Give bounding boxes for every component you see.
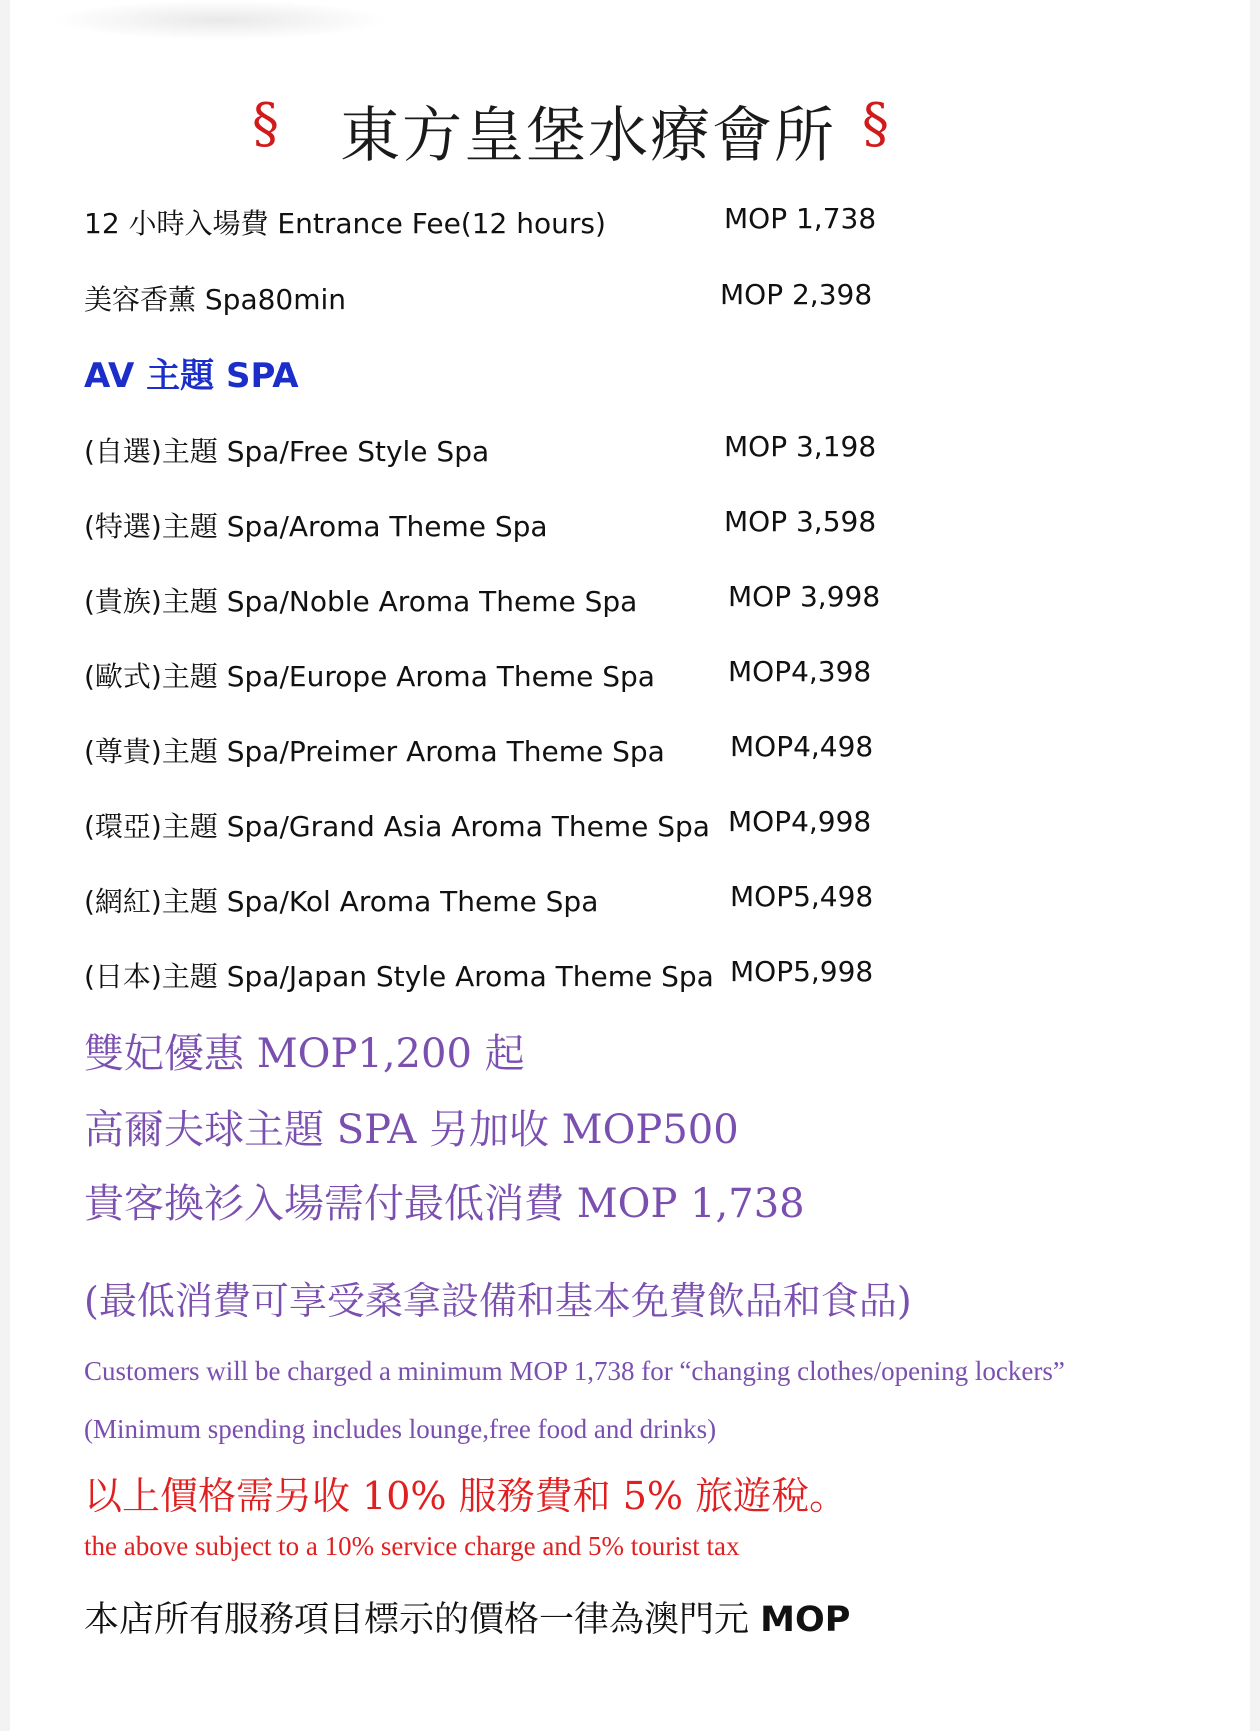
price-row-aroma [84, 278, 1184, 318]
item-price: MOP5,498 [730, 880, 874, 913]
footer-currency: MOP [760, 1600, 851, 1640]
note-charge-en: Customers will be charged a minimum MOP 1,738 for “changing clothes/opening lockers” [84, 1356, 1065, 1386]
item-name: 12 小時入場費 Entrance Fee(12 hours) [84, 207, 606, 240]
item-name: (網紅)主題 Spa/Kol Aroma Theme Spa [84, 885, 599, 918]
footer-text: 本店所有服務項目標示的價格一律為澳門元 [84, 1600, 750, 1640]
item-price: MOP4,398 [728, 655, 872, 688]
item-name: (特選)主題 Spa/Aroma Theme Spa [84, 510, 548, 543]
price-row-av [84, 730, 1184, 770]
currency-footer [84, 1592, 850, 1642]
price-row-av [84, 955, 1184, 995]
price-row-av [84, 805, 1184, 845]
item-name: (環亞)主題 Spa/Grand Asia Aroma Theme Spa [84, 810, 710, 843]
item-name: (自選)主題 Spa/Free Style Spa [84, 435, 490, 468]
price-row-av [84, 880, 1184, 920]
av-section-heading: AV 主題 SPA [84, 356, 299, 396]
item-price: MOP 3,198 [724, 430, 877, 463]
item-name: (尊貴)主題 Spa/Preimer Aroma Theme Spa [84, 735, 665, 768]
promo-min-spend-note: (最低消費可享受桑拿設備和基本免費飲品和食品) [84, 1279, 912, 1323]
tax-notice-cn: 以上價格需另收 10% 服務費和 5% 旅遊稅。 [84, 1474, 848, 1518]
item-name: (貴族)主題 Spa/Noble Aroma Theme Spa [84, 585, 638, 618]
tax-notice-en: the above subject to a 10% service charge and 5% tourist tax [84, 1531, 740, 1561]
item-price: MOP5,998 [730, 955, 874, 988]
item-price: MOP 2,398 [720, 278, 873, 311]
item-price: MOP 3,598 [724, 505, 877, 538]
promo-min-spend: 貴客換衫入場需付最低消費 MOP 1,738 [84, 1181, 805, 1227]
title-bar [10, 88, 1250, 178]
item-name: (歐式)主題 Spa/Europe Aroma Theme Spa [84, 660, 655, 693]
page-smudge [50, 0, 390, 40]
item-price: MOP 3,998 [728, 580, 881, 613]
promo-double: 雙妃優惠 MOP1,200 起 [84, 1031, 525, 1077]
page-title: 東方皇堡水療會所 [340, 101, 836, 171]
price-row-av [84, 580, 1184, 620]
note-includes-en: (Minimum spending includes lounge,free food and drinks) [84, 1414, 717, 1444]
price-row-entrance [84, 202, 1184, 242]
item-price: MOP 1,738 [724, 202, 877, 235]
price-row-av [84, 655, 1184, 695]
menu-page [10, 0, 1250, 1731]
item-name: 美容香薰 Spa80min [84, 283, 347, 316]
promo-golf: 高爾夫球主題 SPA 另加收 MOP500 [84, 1107, 739, 1153]
section-mark-left: § [252, 92, 279, 155]
price-row-av [84, 505, 1184, 545]
section-mark-right: § [862, 92, 889, 155]
price-row-av [84, 430, 1184, 470]
item-price: MOP4,998 [728, 805, 872, 838]
item-name: (日本)主題 Spa/Japan Style Aroma Theme Spa [84, 960, 714, 993]
item-price: MOP4,498 [730, 730, 874, 763]
